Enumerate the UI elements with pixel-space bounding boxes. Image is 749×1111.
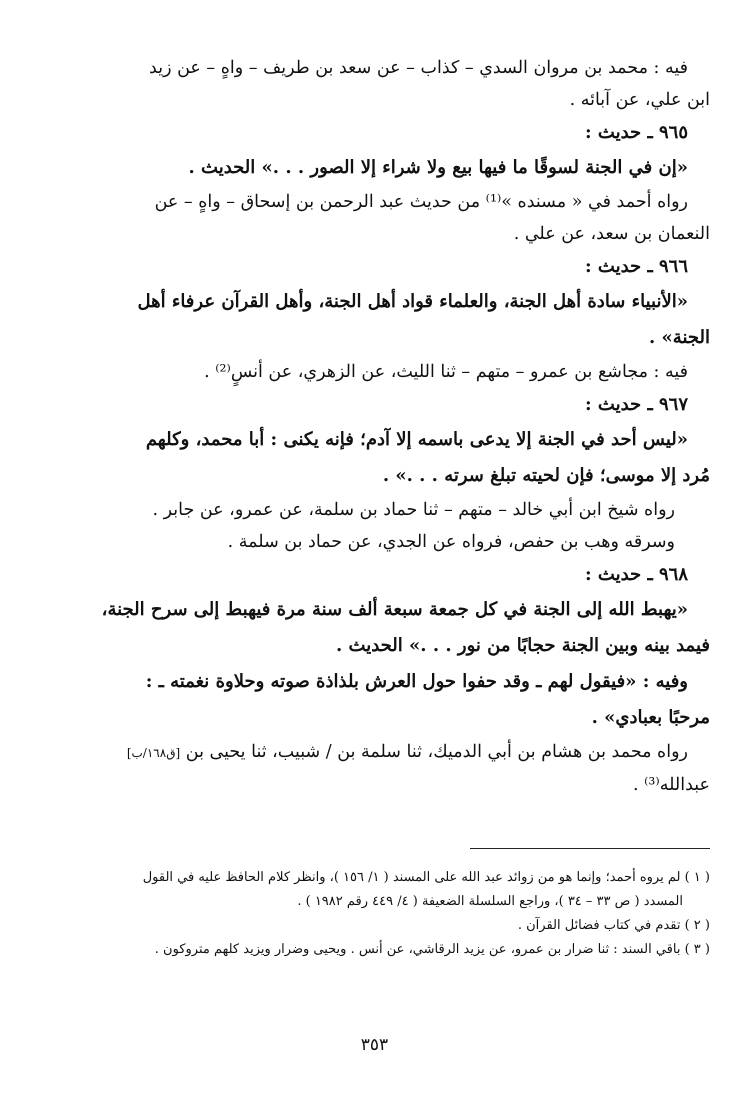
body-line bbox=[95, 736, 710, 769]
hadith-text: «الأنبياء سادة أهل الجنة، والعلماء قواد أهل الجنة، وأهل القرآن عرفاء أهل bbox=[137, 291, 688, 312]
body-line: فيه : مجاشع بن عمرو – متهم – ثنا الليث، عن الزهري، عن أنسٍ⁽²⁾ . bbox=[204, 362, 688, 382]
body-line: وسرقه وهب بن حفص، فرواه عن الجدي، عن حماد بن سلمة . bbox=[227, 532, 675, 552]
footnote: ( ١ ) لم يروه أحمد؛ وإنما هو من زوائد عبد الله على المسند ( ١/ ١٥٦ )، وانظر كلام الحافظ عليه في القول bbox=[142, 870, 710, 885]
hadith-text: مرحبًا بعبادي» . bbox=[591, 707, 710, 728]
hadith-text: مُرد إلا موسى؛ فإن لحيته تبلغ سرته . . .» . bbox=[382, 465, 710, 486]
page-body bbox=[95, 52, 710, 801]
footnote: ( ٣ ) باقي السند : ثنا ضرار بن عمرو، عن يزيد الرقاشي، عن أنس . ويحيى وضرار ويزيد كلهم متروكون . bbox=[154, 942, 710, 957]
body-line: النعمان بن سعد، عن علي . bbox=[513, 224, 710, 244]
body-line: فيه : محمد بن مروان السدي – كذاب – عن سعد بن طريف – واهٍ – عن زيد bbox=[149, 58, 688, 78]
footnote-continuation: المسدد ( ص ٣٣ – ٣٤ )، وراجع السلسلة الضعيفة ( ٤/ ٤٤٩ رقم ١٩٨٢ ) . bbox=[297, 894, 683, 909]
page-number: ٣٥٣ bbox=[360, 1035, 389, 1055]
hadith-text: «إن في الجنة لسوقًا ما فيها بيع ولا شراء إلا الصور . . .» الحديث . bbox=[188, 157, 688, 178]
body-line: ابن علي، عن آبائه . bbox=[569, 90, 710, 110]
hadith-heading: ٩٦٧ ـ حديث : bbox=[585, 394, 688, 415]
body-line: رواه أحمد في « مسنده »⁽¹⁾ من حديث عبد الرحمن بن إسحاق – واهٍ – عن bbox=[154, 192, 688, 212]
hadith-text: «يهبط الله إلى الجنة في كل جمعة سبعة ألف سنة مرة فيهبط إلى سرح الجنة، bbox=[101, 599, 688, 620]
footnote-separator bbox=[470, 848, 710, 849]
hadith-text: وفيه : «فيقول لهم ـ وقد حفوا حول العرش بلذاذة صوته وحلاوة نغمته ـ : bbox=[145, 671, 688, 692]
footnotes bbox=[90, 866, 710, 962]
hadith-text: الجنة» . bbox=[649, 327, 710, 348]
hadith-heading: ٩٦٦ ـ حديث : bbox=[585, 256, 688, 277]
hadith-heading: ٩٦٥ ـ حديث : bbox=[585, 122, 688, 143]
body-line: عبدالله⁽³⁾ . bbox=[632, 775, 710, 795]
manuscript-folio-note: [ق١٦٨/ب] bbox=[126, 746, 181, 760]
hadith-heading: ٩٦٨ ـ حديث : bbox=[585, 564, 688, 585]
hadith-text: فيمد بينه وبين الجنة حجابًا من نور . . .» الحديث . bbox=[336, 635, 710, 656]
body-line: رواه شيخ ابن أبي خالد – متهم – ثنا حماد بن سلمة، عن عمرو، عن جابر . bbox=[152, 500, 675, 520]
hadith-text: «ليس أحد في الجنة إلا يدعى باسمه إلا آدم؛ فإنه يكنى : أبا محمد، وكلهم bbox=[145, 429, 688, 450]
body-line-text: رواه محمد بن هشام بن أبي الدميك، ثنا سلمة بن / شبيب، ثنا يحيى بن bbox=[185, 742, 688, 762]
footnote: ( ٢ ) تقدم في كتاب فضائل القرآن . bbox=[517, 918, 710, 933]
